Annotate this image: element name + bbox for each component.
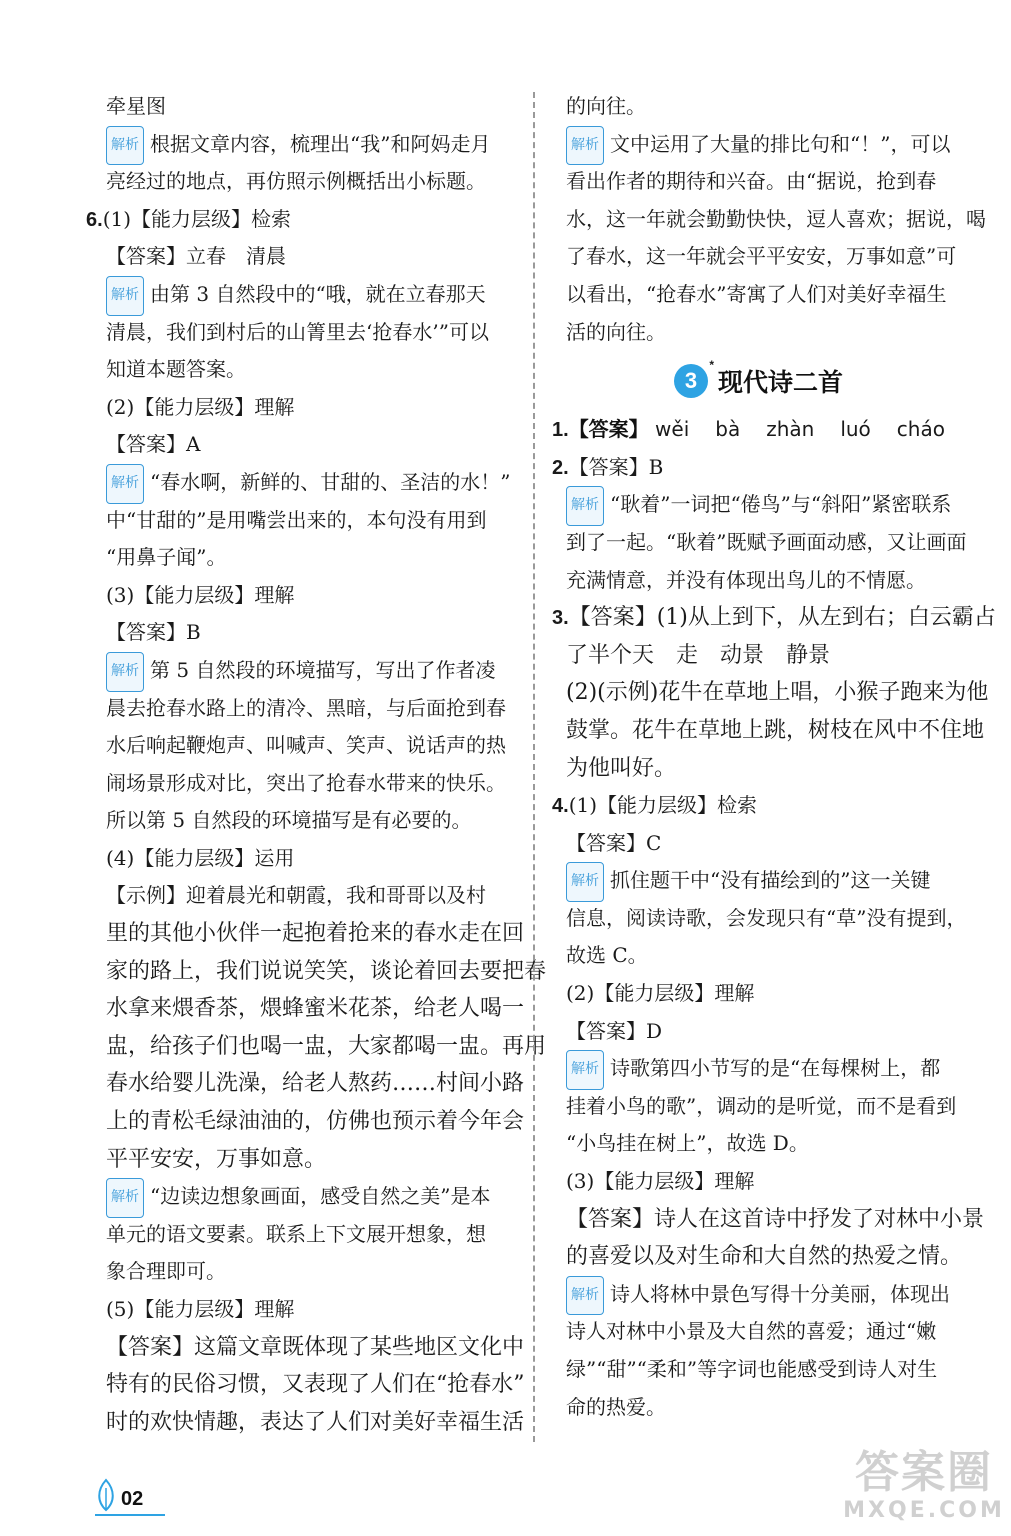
right_lines_top-line bbox=[566, 201, 986, 239]
analysis-tag: 解析 bbox=[106, 276, 144, 316]
analysis-tag: 解析 bbox=[566, 486, 604, 526]
question-number: 4. bbox=[552, 795, 569, 818]
line-text: 【答案】诗人在这首诗中抒发了对林中小景 bbox=[566, 1206, 985, 1232]
left_lines-line bbox=[100, 351, 512, 389]
line-text: 诗歌第四小节写的是“在每棵树上，都 bbox=[610, 1056, 941, 1081]
watermark-main: 答案圈 bbox=[855, 1447, 993, 1498]
page-footer bbox=[95, 1478, 175, 1518]
line-text: 为他叫好。 bbox=[566, 755, 677, 781]
right_lines_bottom-line bbox=[566, 524, 976, 562]
left_lines-line bbox=[100, 314, 512, 352]
pinyin-list bbox=[655, 417, 971, 441]
left_lines-line bbox=[100, 577, 512, 615]
left_lines-line bbox=[100, 238, 512, 276]
line-text: 抓住题干中“没有描绘到的”这一关键 bbox=[610, 868, 931, 893]
right_lines_bottom-line bbox=[566, 1351, 976, 1389]
analysis-tag: 解析 bbox=[106, 652, 144, 692]
right_lines_bottom-line bbox=[566, 486, 976, 524]
left_lines-line bbox=[100, 163, 512, 201]
right_lines_top-line bbox=[566, 126, 976, 164]
line-text: 水拿来煨香茶，煨蜂蜜米花茶，给老人喝一 bbox=[106, 996, 525, 1022]
line-text: (1)【能力层级】检索 bbox=[102, 206, 292, 231]
line-text: 到了一起。“耿着”既赋予画面动感，又让画面 bbox=[566, 529, 967, 554]
left_lines-line bbox=[100, 1253, 512, 1291]
line-text: (2)(示例)花牛在草地上唱，小猴子跑来为他 bbox=[566, 680, 989, 706]
left_lines-line bbox=[100, 1329, 525, 1367]
line-text: (3)【能力层级】理解 bbox=[566, 1169, 755, 1194]
right_lines_bottom-line bbox=[566, 637, 976, 675]
line-text: 知道本题答案。 bbox=[106, 357, 246, 382]
line-text: 【答案】D bbox=[566, 1018, 663, 1043]
line-text: 信息，阅读诗歌，会发现只有“草”没有提到， bbox=[566, 905, 967, 930]
line-text: 看出作者的期待和兴奋。由“据说，抢到春 bbox=[566, 169, 937, 194]
line-text: 象合理即可。 bbox=[106, 1259, 226, 1284]
right_lines_top-line bbox=[566, 163, 976, 201]
line-text: 晨去抢春水路上的清冷、黑暗，与后面抢到春 bbox=[106, 695, 506, 720]
column-divider bbox=[533, 92, 535, 1442]
line-text: “小鸟挂在树上”，故选 D。 bbox=[566, 1131, 809, 1156]
right-column bbox=[552, 88, 996, 1426]
analysis-tag: 解析 bbox=[106, 1178, 144, 1218]
footer-rule bbox=[95, 1514, 165, 1516]
left_lines-line bbox=[100, 1065, 525, 1103]
left_lines-line bbox=[100, 1178, 512, 1216]
left_lines-line bbox=[100, 690, 512, 728]
left_lines-line bbox=[100, 652, 512, 690]
left_lines-line bbox=[100, 1028, 547, 1066]
right_lines_bottom-line bbox=[566, 674, 989, 712]
right_lines_bottom-line bbox=[566, 900, 976, 938]
left_lines-line bbox=[100, 1366, 525, 1404]
line-text: 挂着小鸟的歌”，调动的是听觉，而不是看到 bbox=[566, 1093, 957, 1118]
line-text: (3)【能力层级】理解 bbox=[106, 582, 295, 607]
right_lines_bottom-line bbox=[566, 750, 976, 788]
analysis-tag: 解析 bbox=[566, 862, 604, 902]
right_lines_bottom-line bbox=[566, 975, 976, 1013]
right_lines_bottom-line bbox=[566, 1276, 976, 1314]
left_lines-line bbox=[100, 539, 512, 577]
page-number: 02 bbox=[121, 1488, 144, 1510]
right-top-block bbox=[566, 88, 986, 351]
line-text: 盅，给孩子们也喝一盅，大家都喝一盅。再用 bbox=[106, 1033, 547, 1059]
left_lines-line bbox=[100, 1404, 525, 1442]
line-text: 第 5 自然段的环境描写，写出了作者凌 bbox=[150, 657, 496, 682]
question-number: 6. bbox=[86, 208, 103, 231]
right_lines_bottom-line bbox=[566, 712, 985, 750]
left_lines-line bbox=[100, 990, 525, 1028]
question-number: 3. bbox=[552, 607, 569, 630]
line-text: (2)【能力层级】理解 bbox=[106, 394, 295, 419]
left_lines-line bbox=[86, 201, 512, 239]
right_lines_top-line bbox=[566, 238, 976, 276]
leaf-icon bbox=[95, 1478, 117, 1512]
right_lines_bottom-line bbox=[566, 862, 976, 900]
answer-tag: 【答案】 bbox=[568, 419, 649, 442]
pinyin-item: luó bbox=[840, 417, 871, 442]
right-bottom-block bbox=[552, 449, 996, 1426]
left_lines-line bbox=[100, 276, 512, 314]
watermark-sub: MXQE.COM bbox=[843, 1498, 1005, 1523]
pinyin-item: bà bbox=[715, 417, 741, 442]
right_lines_bottom-line bbox=[552, 449, 976, 487]
left_lines-line bbox=[100, 765, 512, 803]
line-text: 闹场景形成对比，突出了抢春水带来的快乐。 bbox=[106, 770, 506, 795]
right_lines_top-line bbox=[566, 314, 976, 352]
left_lines-line bbox=[100, 802, 512, 840]
left_lines-line bbox=[100, 614, 512, 652]
line-text: 以看出，“抢春水”寄寓了人们对美好幸福生 bbox=[566, 281, 947, 306]
star-icon: * bbox=[709, 358, 714, 373]
right_lines_bottom-line bbox=[566, 562, 976, 600]
line-text: 平平安安，万事如意。 bbox=[106, 1146, 327, 1172]
line-text: 春水给婴儿洗澡，给老人熬药……村间小路 bbox=[106, 1071, 525, 1097]
line-text: 【答案】立春 清晨 bbox=[106, 244, 286, 269]
line-text: 里的其他小伙伴一起抱着抢来的春水走在回 bbox=[106, 921, 525, 947]
line-text: “边读边想象画面，感受自然之美”是本 bbox=[150, 1184, 491, 1209]
line-text: (4)【能力层级】运用 bbox=[106, 845, 295, 870]
line-text: 所以第 5 自然段的环境描写是有必要的。 bbox=[106, 808, 472, 833]
line-text: 文中运用了大量的排比句和“！”，可以 bbox=[610, 131, 951, 156]
line-text: (1)【能力层级】检索 bbox=[568, 793, 758, 818]
line-text: 的向往。 bbox=[566, 94, 646, 118]
line-text: “用鼻子闻”。 bbox=[106, 545, 227, 570]
pinyin-item: cháo bbox=[896, 417, 945, 442]
right_lines_bottom-line bbox=[566, 937, 976, 975]
line-text: 【答案】C bbox=[566, 830, 662, 855]
line-text: 亮经过的地点，再仿照示例概括出小标题。 bbox=[106, 169, 486, 194]
right_lines_bottom-line bbox=[566, 1013, 976, 1051]
left_lines-line bbox=[100, 88, 512, 126]
left_lines-line bbox=[100, 126, 512, 164]
section-title: 现代诗二首 bbox=[718, 368, 844, 398]
left-column bbox=[86, 88, 547, 1441]
pinyin-item: zhàn bbox=[766, 417, 815, 442]
line-text: 【答案】(1)从上到下，从左到右；白云霸占 bbox=[568, 605, 996, 631]
line-text: 故选 C。 bbox=[566, 943, 648, 968]
left_lines-line bbox=[100, 1103, 525, 1141]
left_lines-line bbox=[100, 727, 512, 765]
line-text: 水，这一年就会勤勤快快，逗人喜欢；据说，喝 bbox=[566, 206, 986, 231]
line-text: 鼓掌。花牛在草地上跳，树枝在风中不住地 bbox=[566, 717, 985, 743]
right_lines_bottom-line bbox=[566, 1050, 976, 1088]
line-text: (2)【能力层级】理解 bbox=[566, 981, 755, 1006]
line-text: 【答案】这篇文章既体现了某些地区文化中 bbox=[106, 1334, 525, 1360]
line-text: 【答案】B bbox=[568, 454, 664, 479]
analysis-tag: 解析 bbox=[106, 464, 144, 504]
line-text: “春水啊，新鲜的、甘甜的、圣洁的水！” bbox=[150, 469, 511, 494]
right_lines_bottom-line bbox=[552, 787, 976, 825]
line-text: 诗人对林中小景及大自然的喜爱；通过“嫩 bbox=[566, 1319, 937, 1344]
right_lines_top-line bbox=[566, 276, 976, 314]
line-text: 中“甘甜的”是用嘴尝出来的，本句没有用到 bbox=[106, 507, 487, 532]
line-text: 清晨，我们到村后的山箐里去‘抢春水’”可以 bbox=[106, 319, 489, 344]
line-text: 上的青松毛绿油油的，仿佛也预示着今年会 bbox=[106, 1109, 525, 1135]
line-text: 命的热爱。 bbox=[566, 1394, 666, 1419]
question-1-line bbox=[552, 411, 976, 449]
left_lines-line bbox=[100, 877, 512, 915]
left_lines-line bbox=[100, 1216, 512, 1254]
line-text: 了半个天 走 动景 静景 bbox=[566, 642, 831, 668]
left_lines-line bbox=[100, 953, 547, 991]
line-text: 诗人将林中景色写得十分美丽，体现出 bbox=[610, 1281, 950, 1306]
question-number: 2. bbox=[552, 456, 569, 479]
right_lines_bottom-line bbox=[566, 1313, 976, 1351]
analysis-tag: 解析 bbox=[566, 1276, 604, 1316]
right_lines_bottom-line bbox=[566, 1088, 976, 1126]
section-heading bbox=[566, 351, 976, 411]
left_lines-line bbox=[100, 426, 512, 464]
line-text: 特有的民俗习惯，又表现了人们在“抢春水” bbox=[106, 1372, 525, 1398]
watermark-logo bbox=[840, 1448, 1008, 1532]
line-text: 绿”“甜”“柔和”等字词也能感受到诗人对生 bbox=[566, 1357, 938, 1381]
line-text: 水后响起鞭炮声、叫喊声、笑声、说话声的热 bbox=[106, 733, 506, 758]
right_lines_bottom-line bbox=[552, 599, 996, 637]
left_lines-line bbox=[100, 915, 525, 953]
right_lines_bottom-line bbox=[566, 1389, 976, 1427]
question-number: 1. bbox=[552, 419, 569, 442]
line-text: 【答案】B bbox=[106, 620, 201, 645]
line-text: 根据文章内容，梳理出“我”和阿妈走月 bbox=[150, 131, 491, 156]
line-text: (5)【能力层级】理解 bbox=[106, 1297, 295, 1321]
right_lines_bottom-line bbox=[566, 1163, 976, 1201]
left_lines-line bbox=[100, 389, 512, 427]
left_lines-line bbox=[100, 502, 512, 540]
line-text: 充满情意，并没有体现出鸟儿的不情愿。 bbox=[566, 567, 926, 592]
left_lines-line bbox=[100, 464, 512, 502]
line-text: 【示例】迎着晨光和朝霞，我和哥哥以及村 bbox=[106, 883, 486, 908]
line-text: 了春水，这一年就会平平安安，万事如意”可 bbox=[566, 244, 957, 269]
analysis-tag: 解析 bbox=[566, 1050, 604, 1090]
line-text: “耿着”一词把“倦鸟”与“斜阳”紧密联系 bbox=[610, 492, 952, 517]
right_lines_top-line bbox=[566, 88, 976, 126]
analysis-tag: 解析 bbox=[106, 126, 144, 166]
section-number-badge bbox=[674, 358, 714, 398]
line-text: 活的向往。 bbox=[566, 319, 666, 344]
left_lines-line bbox=[100, 1141, 512, 1179]
analysis-tag: 解析 bbox=[566, 126, 604, 166]
section-number: 3 bbox=[684, 368, 698, 394]
left_lines-line bbox=[100, 840, 512, 878]
right_lines_bottom-line bbox=[566, 825, 976, 863]
line-text: 时的欢快情趣，表达了人们对美好幸福生活 bbox=[106, 1409, 525, 1435]
right_lines_bottom-line bbox=[566, 1125, 976, 1163]
right_lines_bottom-line bbox=[566, 1201, 985, 1239]
line-text: 牵星图 bbox=[106, 94, 166, 118]
right_lines_bottom-line bbox=[566, 1238, 976, 1276]
line-text: 由第 3 自然段中的“哦，就在立春那天 bbox=[150, 281, 486, 306]
line-text: 家的路上，我们说说笑笑，谈论着回去要把春 bbox=[106, 958, 547, 984]
line-text: 单元的语文要素。联系上下文展开想象，想 bbox=[106, 1221, 486, 1246]
pinyin-item: wěi bbox=[655, 417, 690, 442]
line-text: 【答案】A bbox=[106, 432, 201, 457]
left_lines-line bbox=[100, 1291, 512, 1329]
line-text: 的喜爱以及对生命和大自然的热爱之情。 bbox=[566, 1244, 963, 1270]
